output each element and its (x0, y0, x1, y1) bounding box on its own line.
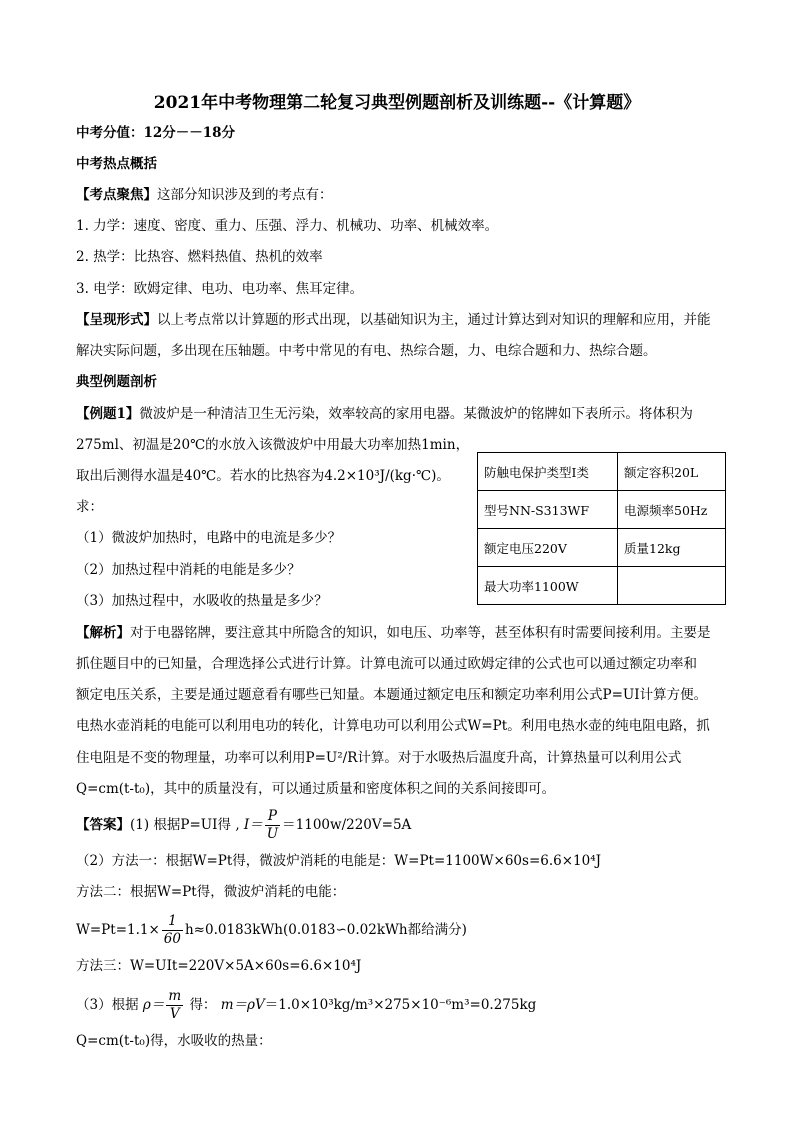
example-line: 微波炉是一种清洁卫生无污染，效率较高的家用电器。某微波炉的铭牌如下表所示。将体积为 (139, 406, 693, 422)
fraction-numerator: 1 (162, 913, 183, 931)
point-item: 3. 电学：欧姆定律、电功、电功率、焦耳定律。 (76, 281, 364, 297)
analysis-heading: 典型例题剖析 (76, 374, 157, 390)
solution-tag: 【解析】 (76, 625, 130, 641)
table-cell: 防触电保护类型I类 (478, 453, 618, 491)
answer-text: ＝1100w/220V=5A (282, 817, 412, 833)
solution-line: 住电阻是不变的物理量，功率可以利用P=U²/R计算。对于水吸热后温度升高，计算热量可以利用公式 (76, 750, 682, 766)
table-row (478, 567, 726, 605)
answer-text: W=Pt=1.1× (76, 922, 160, 938)
fraction (166, 988, 183, 1023)
nameplate-table (477, 452, 726, 605)
table-cell: 型号NN-S313WF (478, 491, 618, 529)
fraction-denominator: U (266, 826, 279, 842)
question-item: （2）加热过程中消耗的电能是多少？ (76, 562, 301, 578)
answer-comma: , (235, 817, 240, 833)
question-item: （1）微波炉加热时，电路中的电流是多少？ (76, 530, 342, 546)
answer-3 (76, 988, 536, 1023)
fraction-numerator: m (168, 988, 182, 1004)
fraction-numerator: P (265, 808, 280, 826)
answer-1 (76, 808, 411, 843)
table-row (478, 529, 726, 567)
formula-eq: m＝ρV (220, 997, 265, 1013)
table-cell: 质量12kg (618, 529, 726, 567)
solution-line: 电热水壶消耗的电能可以利用电功的转化，计算电功可以利用公式W=Pt。利用电热水壶的纯电阻电路，抓 (76, 718, 710, 734)
formula-lhs: ρ＝ (142, 997, 165, 1013)
point-item: 2. 热学：比热容、燃料热值、热机的效率 (76, 249, 323, 265)
question-item: （3）加热过程中，水吸收的热量是多少？ (76, 593, 328, 609)
example-line: 取出后测得水温是40℃。若水的比热容为4.2×10³J/(kg·℃)。 (76, 468, 450, 484)
page-title: 2021年中考物理第二轮复习典型例题剖析及训练题--《计算题》 (153, 93, 641, 113)
table-row (478, 453, 726, 491)
example-paragraph (76, 405, 693, 423)
formula-lhs: I＝ (243, 817, 263, 833)
table-row (478, 491, 726, 529)
form-paragraph (76, 311, 711, 329)
focus-text: 这部分知识涉及到的考点有： (157, 187, 333, 203)
fraction (265, 808, 280, 843)
fraction (162, 913, 183, 948)
answer-2: （2）方法一：根据W=Pt得，微波炉消耗的电能是：W=Pt=1100W×60s=6.6×10⁴J (76, 853, 602, 869)
answer-text: （3）根据 (76, 997, 139, 1013)
table-cell: 额定电压220V (478, 529, 618, 567)
table-cell: 额定容积20L (618, 453, 726, 491)
table-cell (618, 567, 726, 605)
form-tag: 【呈现形式】 (76, 312, 157, 328)
form-line: 以上考点常以计算题的形式出现，以基础知识为主，通过计算达到对知识的理解和应用，并能 (157, 312, 711, 328)
example-tag: 【例题1】 (76, 406, 140, 422)
fraction-denominator: V (169, 1006, 180, 1022)
solution-line: Q=cm(t-t₀)，其中的质量没有，可以通过质量和密度体积之间的关系间接即可。 (76, 781, 556, 797)
answer-text: (1) 根据P=UI得 (130, 817, 232, 833)
answer-2d: 方法三：W=UIt=220V×5A×60s=6.6×10⁴J (76, 958, 362, 974)
focus-tag: 【考点聚焦】 (76, 187, 157, 203)
answer-tag: 【答案】 (76, 817, 130, 833)
focus-paragraph (76, 186, 333, 204)
form-line: 解决实际问题，多出现在压轴题。中考中常见的有电、热综合题，力、电综合题和力、热综合题。 (76, 343, 657, 359)
point-item: 1. 力学：速度、密度、重力、压强、浮力、机械功、功率、机械效率。 (76, 218, 499, 234)
example-line: 275ml、初温是20℃的水放入该微波炉中用最大功率加热1min， (76, 437, 470, 453)
overview-heading: 中考热点概括 (76, 156, 157, 172)
solution-line: 对于电器铭牌，要注意其中所隐含的知识，如电压、功率等，甚至体积有时需要间接利用。主要是 (130, 625, 711, 641)
score-line: 中考分值：12分－－18分 (76, 125, 236, 141)
fraction-denominator: 60 (163, 931, 181, 947)
solution-paragraph (76, 624, 711, 642)
answer-text: 得： (189, 997, 217, 1013)
answer-text: h≈0.0183kWh(0.0183∽0.02kWh都给满分) (184, 922, 467, 938)
answer-text: ＝1.0×10³kg/m³×275×10⁻⁶m³=0.275kg (264, 997, 537, 1013)
solution-line: 抓住题目中的已知量，合理选择公式进行计算。计算电流可以通过欧姆定律的公式也可以通过额定功率和 (76, 656, 697, 672)
example-line: 求： (76, 499, 103, 515)
answer-2c (76, 913, 467, 948)
table-cell: 电源频率50Hz (618, 491, 726, 529)
answer-2b: 方法二：根据W=Pt得，微波炉消耗的电能： (76, 884, 346, 900)
solution-line: 额定电压关系，主要是通过题意看有哪些已知量。本题通过额定电压和额定功率利用公式P=UI计算方便。 (76, 687, 708, 703)
answer-4: Q=cm(t-t₀)得，水吸收的热量： (76, 1033, 272, 1049)
table-cell: 最大功率1100W (478, 567, 618, 605)
